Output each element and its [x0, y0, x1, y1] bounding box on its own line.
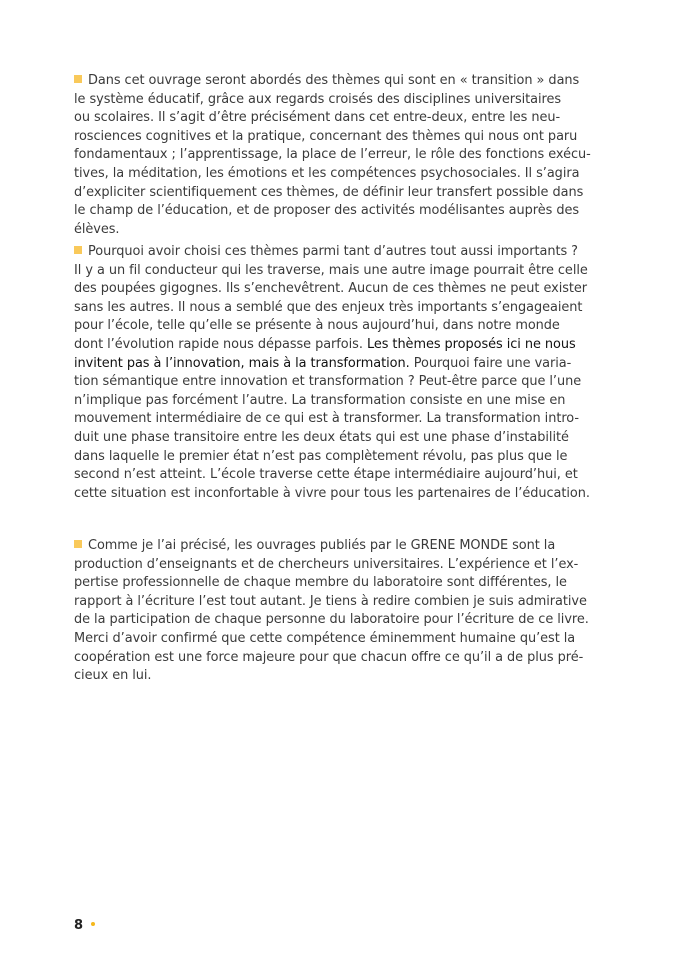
line-text: Comme je l’ai précisé, les ouvrages publiés par le GRENE MONDE sont la [88, 538, 556, 553]
text-line: pour l’école, telle qu’elle se présente à nous aujourd’hui, dans notre monde [74, 318, 560, 334]
text-line: ou scolaires. Il s’agit d’être précisément dans cet entre-deux, entre les neu- [74, 110, 561, 126]
page-number: 8 [74, 918, 84, 933]
text-line: cette situation est inconfortable à vivre pour tous les partenaires de l’éducation. [74, 485, 590, 501]
text-line: fondamentaux ; l’apprentissage, la place de l’erreur, le rôle des fonctions exécu- [74, 147, 591, 163]
text-line: coopération est une force majeure pour que chacun offre ce qu’il a de plus pré- [74, 649, 584, 665]
text-line: rosciences cognitives et la pratique, concernant des thèmes qui nous ont paru [74, 128, 578, 144]
line-text: dont l’évolution rapide nous dépasse parfois. [74, 336, 367, 352]
text-line: sans les autres. Il nous a semblé que des enjeux très importants s’engageaient [74, 299, 583, 315]
page-footer [74, 918, 95, 933]
text-line: de la participation de chaque personne du laboratoire pour l’écriture de ce livre. [74, 612, 589, 628]
text-line: dans laquelle le premier état n’est pas complètement révolu, pas plus que le [74, 448, 568, 464]
text-line: tion sémantique entre innovation et transformation ? Peut-être parce que l’une [74, 374, 582, 390]
emphasized-text: Les thèmes proposés ici ne nous [366, 336, 576, 352]
text-line: mouvement intermédiaire de ce qui est à transformer. La transformation intro- [74, 411, 579, 427]
text-line: n’implique pas forcément l’autre. La transformation consiste en une mise en [74, 392, 566, 408]
square-bullet-icon [74, 246, 82, 254]
line-text: Dans cet ouvrage seront abordés des thèmes qui sont en « transition » dans [88, 73, 580, 88]
text-line: rapport à l’écriture l’est tout autant. Je tiens à redire combien je suis admirative [74, 593, 587, 609]
square-bullet-icon [74, 540, 82, 548]
text-line [74, 336, 576, 355]
text-line: cieux en lui. [74, 668, 152, 684]
text-line: tives, la méditation, les émotions et les compétences psychosociales. Il s’agira [74, 165, 580, 181]
text-line: le système éducatif, grâce aux regards croisés des disciplines universitaires [74, 91, 562, 107]
emphasized-text: invitent pas à l’innovation, mais à la transformation. [74, 355, 410, 371]
line-text: Pourquoi faire une varia- [409, 355, 572, 371]
square-bullet-icon [74, 75, 82, 83]
text-line [74, 355, 572, 374]
text-line [74, 72, 580, 91]
text-line: des poupées gigognes. Ils s’enchevêtrent. Aucun de ces thèmes ne peut exister [74, 281, 588, 297]
text-line: Merci d’avoir confirmé que cette compétence éminemment humaine qu’est la [74, 630, 576, 646]
text-line: duit une phase transitoire entre les deux états qui est une phase d’instabilité [74, 429, 569, 445]
text-line: d’expliciter scientifiquement ces thèmes, de définir leur transfert possible dans [74, 184, 584, 200]
text-line [74, 243, 578, 262]
text-line: Il y a un fil conducteur qui les traverse, mais une autre image pourrait être celle [74, 262, 588, 278]
text-line: le champ de l’éducation, et de proposer des activités modélisantes auprès des [74, 203, 579, 219]
text-line [74, 537, 556, 556]
line-text: Pourquoi avoir choisi ces thèmes parmi tant d’autres tout aussi importants ? [88, 244, 578, 259]
text-line: second n’est atteint. L’école traverse cette étape intermédiaire aujourd’hui, et [74, 467, 578, 483]
paragraph-1 [74, 72, 591, 239]
dot-icon [91, 922, 95, 926]
text-line: production d’enseignants et de chercheurs universitaires. L’expérience et l’ex- [74, 556, 579, 572]
text-line: pertise professionnelle de chaque membre du laboratoire sont différentes, le [74, 575, 567, 591]
paragraph-2 [74, 243, 590, 503]
text-line: élèves. [74, 221, 120, 237]
paragraph-3 [74, 537, 589, 686]
